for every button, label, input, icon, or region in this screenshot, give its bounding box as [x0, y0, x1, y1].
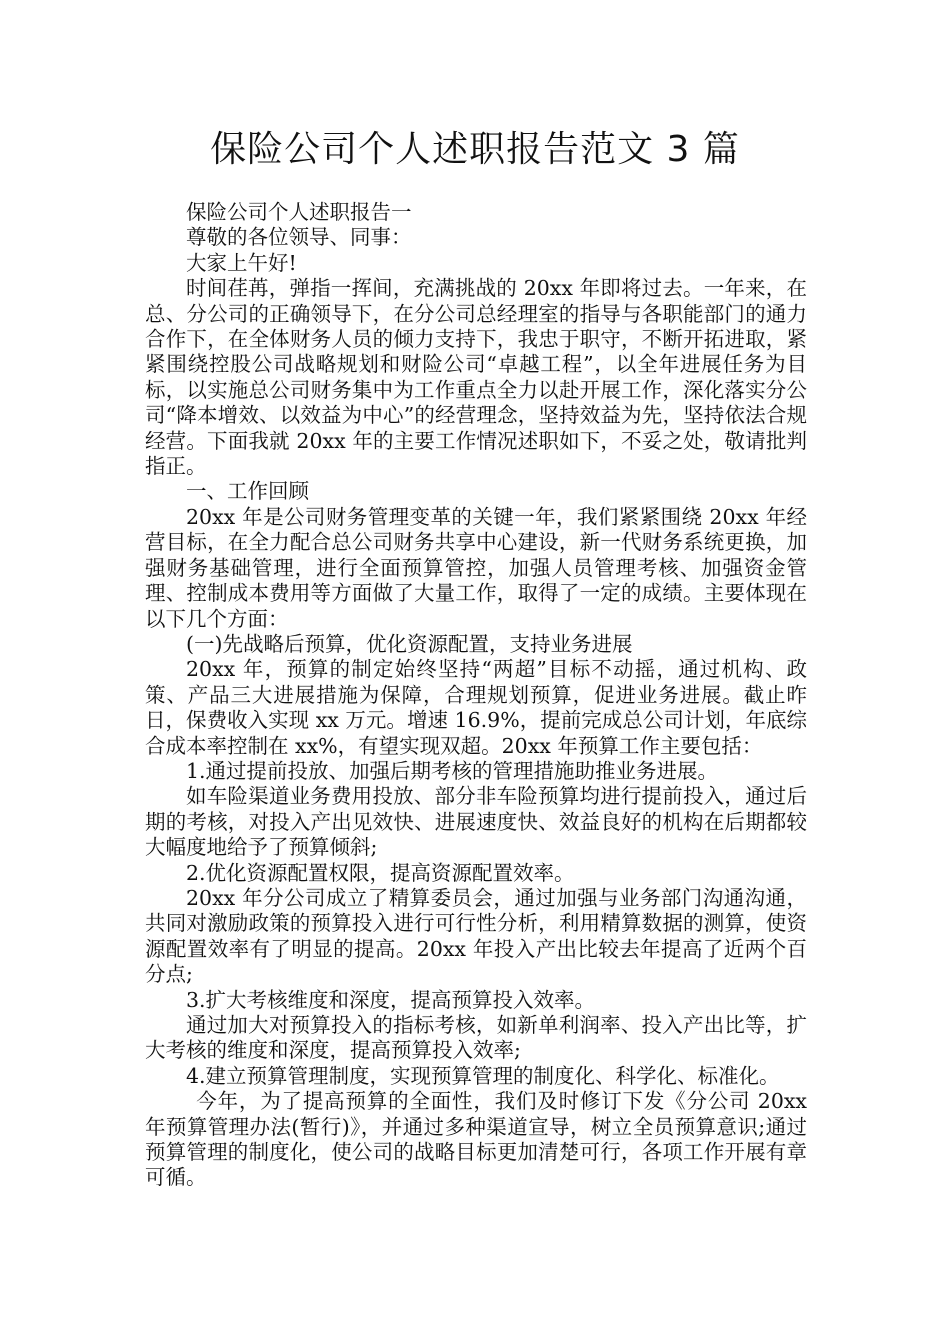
document-body	[145, 200, 807, 1191]
list-item-4-heading: 4.建立预算管理制度，实现预算管理的制度化、科学化、标准化。	[186, 1063, 780, 1088]
intro-paragraph: 时间荏苒，弹指一挥间，充满挑战的 20xx 年即将过去。一年来，在总、分公司的正确领导下，在分公司总经理室的指导与各职能部门的通力合作下，在全体财务人员的倾力支持下，我忠于职守，不断开拓进取，紧紧围绕控股公司战略规划和财险公司“卓越工程”，以全年进展任务为目标，以实施总公司财务集中为工作重点全力以赴开展工作，深化落实分公司“降本增效、以效益为中心”的经营理念，坚持效益为先，坚持依法合规经营。下面我就 20xx 年的主要工作情况述职如下，不妥之处，敬请批判指正。	[145, 276, 807, 479]
salutation: 尊敬的各位领导、同事：	[186, 225, 412, 250]
section-heading-report-one: 保险公司个人述职报告一	[186, 200, 412, 224]
list-item-4-detail: 今年，为了提高预算的全面性，我们及时修订下发《分公司 20xx 年预算管理办法(暂行)》，并通过多种渠道宣导，树立全员预算意识;通过预算管理的制度化，使公司的战略目标更加清楚可行，各项工作开展有章可循。	[145, 1089, 807, 1190]
list-item-3-heading: 3.扩大考核维度和深度，提高预算投入效率。	[186, 987, 596, 1012]
greeting: 大家上午好!	[186, 250, 297, 275]
list-item-1-detail: 如车险渠道业务费用投放、部分非车险预算均进行提前投入，通过后期的考核，对投入产出见效快、进展速度快、效益良好的机构在后期都较大幅度地给予了预算倾斜;	[145, 784, 807, 860]
work-review-paragraph: 20xx 年是公司财务管理变革的关键一年，我们紧紧围绕 20xx 年经营目标，在全力配合总公司财务共享中心建设，新一代财务系统更换，加强财务基础管理，进行全面预算管控，加强人员管理考核、加强资金管理、控制成本费用等方面做了大量工作，取得了一定的成绩。主要体现在以下几个方面：	[145, 504, 807, 631]
document-title: 保险公司个人述职报告范文 3 篇	[210, 129, 740, 170]
list-item-3-detail: 通过加大对预算投入的指标考核，如新单利润率、投入产出比等，扩大考核的维度和深度，提高预算投入效率;	[145, 1013, 807, 1063]
subsection-heading-strategy: (一)先战略后预算，优化资源配置，支持业务进展	[186, 631, 633, 656]
section-heading-work-review: 一、工作回顾	[186, 479, 309, 504]
budget-paragraph: 20xx 年，预算的制定始终坚持“两超”目标不动摇，通过机构、政策、产品三大进展措施为保障，合理规划预算，促进业务进展。截止昨日，保费收入实现 xx 万元。增速 16.9%，提前完成总公司计划，年底综合成本率控制在 xx%，有望实现双超。20xx 年预算工作主要包括：	[145, 657, 807, 758]
list-item-1-heading: 1.通过提前投放、加强后期考核的管理措施助推业务进展。	[186, 758, 719, 783]
list-item-2-detail: 20xx 年分公司成立了精算委员会，通过加强与业务部门沟通沟通，共同对激励政策的预算投入进行可行性分析，利用精算数据的测算，使资源配置效率有了明显的提高。20xx 年投入产出比较去年提高了近两个百分点;	[145, 885, 807, 987]
list-item-2-heading: 2.优化资源配置权限，提高资源配置效率。	[186, 860, 575, 885]
